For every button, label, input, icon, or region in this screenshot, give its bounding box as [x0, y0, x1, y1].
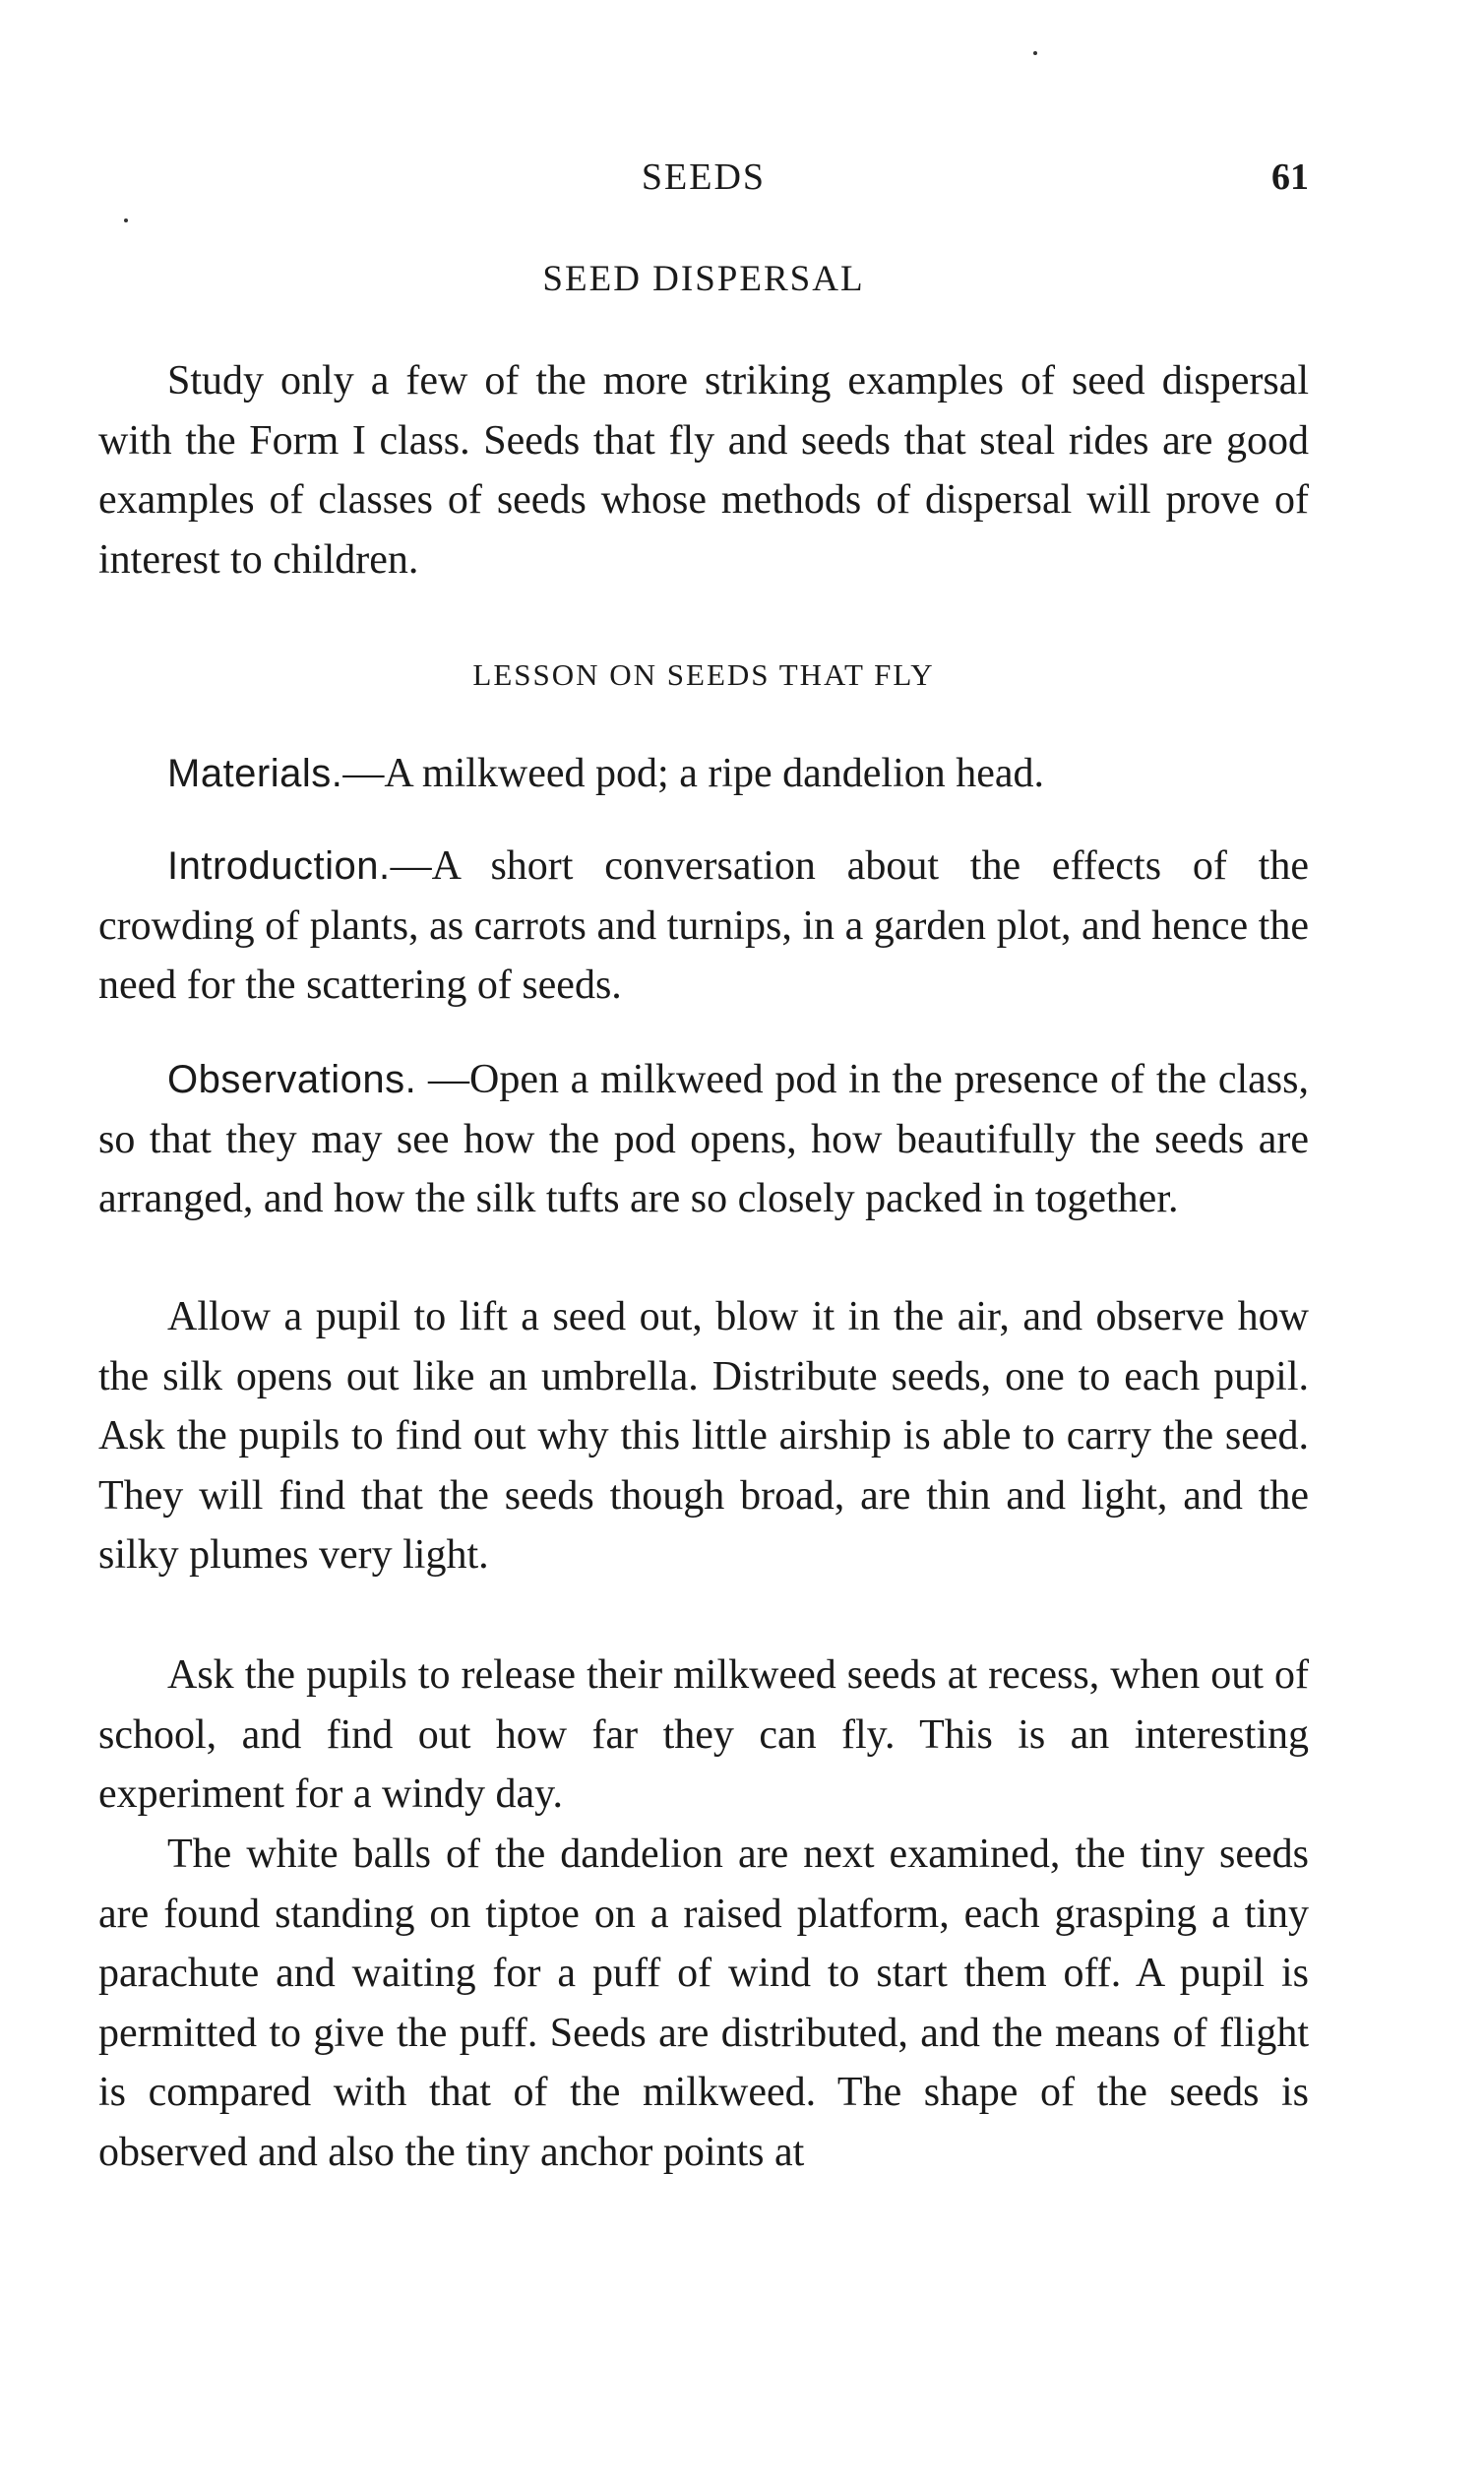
print-speck: [1033, 51, 1037, 55]
introduction-text: —A short conversation about the effects of the crowding of plants, as carrots and turnips, in a garden plot, and hence the need for the scattering of seeds.: [98, 843, 1309, 1008]
body-paragraph: Ask the pupils to release their milkweed seeds at recess, when out of school, and find out how far they can fly. This is an interesting experiment for a windy day.: [98, 1652, 1309, 1817]
observations-label: Observations.: [167, 1058, 417, 1101]
print-speck: [124, 218, 128, 222]
introduction-label: Introduction.: [167, 844, 391, 888]
page-number: 61: [1271, 156, 1309, 198]
intro-paragraph: Study only a few of the more striking examples of seed dispersal with the Form I class. Seeds that fly and seeds that steal rides are good examples of classes of seeds whose methods of dispersal will prove of interest to children.: [98, 358, 1309, 583]
materials-text: —A milkweed pod; a ripe dandelion head.: [342, 751, 1045, 796]
lesson-title: LESSON ON SEEDS THAT FLY: [472, 657, 935, 692]
observations-text: —Open a milkweed pod in the presence of the class, so that they may see how the pod opens, how beautifully the seeds are arranged, and how the silk tufts are so closely packed in together.: [98, 1057, 1309, 1221]
section-title: SEED DISPERSAL: [542, 259, 865, 299]
body-paragraph: The white balls of the dandelion are next examined, the tiny seeds are found standing on tiptoe on a raised platform, each grasping a tiny parachute and waiting for a puff of wind to start them off. A pupil is permitted to give the puff. Seeds are distributed, and the means of flight is compared with that of the milkweed. The shape of the seeds is observed and also the tiny anchor points at: [98, 1832, 1309, 2175]
observations-paragraph: [98, 1050, 1309, 1229]
materials-paragraph: [98, 744, 1309, 804]
introduction-paragraph: [98, 837, 1309, 1016]
body-paragraph: Allow a pupil to lift a seed out, blow it in the air, and observe how the silk opens out like an umbrella. Distribute seeds, one to each pupil. Ask the pupils to find out why this little airship is able to carry the seed. They will find that the seeds though broad, are thin and light, and the silky plumes very light.: [98, 1294, 1309, 1578]
materials-label: Materials.: [167, 752, 343, 795]
running-head: [98, 155, 1309, 205]
running-title: SEEDS: [641, 156, 767, 198]
